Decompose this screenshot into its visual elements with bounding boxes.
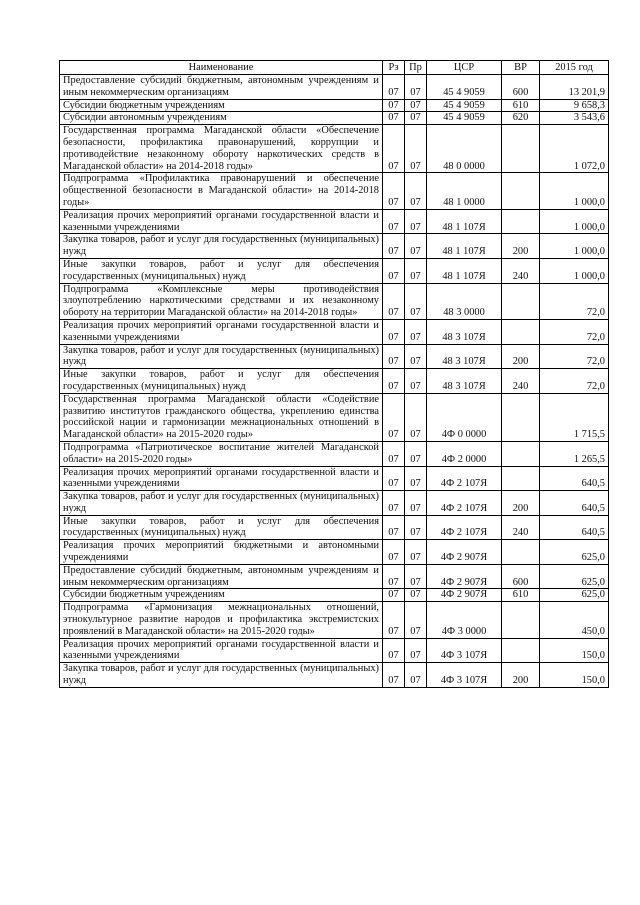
cell-rz: 07 bbox=[383, 491, 405, 516]
cell-vr bbox=[502, 540, 540, 565]
cell-pr: 07 bbox=[405, 515, 427, 540]
cell-amount: 72,0 bbox=[540, 369, 609, 394]
cell-rz: 07 bbox=[383, 515, 405, 540]
table-row bbox=[60, 540, 609, 565]
table-row bbox=[60, 369, 609, 394]
cell-amount: 72,0 bbox=[540, 319, 609, 344]
cell-pr: 07 bbox=[405, 638, 427, 663]
cell-amount: 9 658,3 bbox=[540, 99, 609, 112]
cell-vr bbox=[502, 209, 540, 234]
cell-name: Закупка товаров, работ и услуг для государственных (муниципальных) нужд bbox=[60, 344, 383, 369]
cell-csr: 48 3 107Я bbox=[427, 319, 502, 344]
cell-amount: 640,5 bbox=[540, 491, 609, 516]
cell-name: Реализация прочих мероприятий органами государственной власти и казенными учреждениями bbox=[60, 638, 383, 663]
cell-csr: 48 1 0000 bbox=[427, 173, 502, 209]
cell-name: Субсидии бюджетным учреждениям bbox=[60, 99, 383, 112]
cell-name: Иные закупки товаров, работ и услуг для обеспечения государственных (муниципальных) нужд bbox=[60, 515, 383, 540]
cell-rz: 07 bbox=[383, 125, 405, 173]
cell-amount: 150,0 bbox=[540, 663, 609, 688]
cell-amount: 3 543,6 bbox=[540, 112, 609, 125]
cell-amount: 1 265,5 bbox=[540, 441, 609, 466]
cell-name: Закупка товаров, работ и услуг для государственных (муниципальных) нужд bbox=[60, 234, 383, 259]
header-pr: Пр bbox=[405, 61, 427, 75]
cell-pr: 07 bbox=[405, 234, 427, 259]
cell-csr: 4Ф 2 907Я bbox=[427, 564, 502, 589]
cell-amount: 625,0 bbox=[540, 540, 609, 565]
cell-csr: 4Ф 3 107Я bbox=[427, 663, 502, 688]
cell-name: Реализация прочих мероприятий органами государственной власти и казенными учреждениями bbox=[60, 209, 383, 234]
cell-rz: 07 bbox=[383, 209, 405, 234]
table-row bbox=[60, 75, 609, 100]
table-row bbox=[60, 564, 609, 589]
cell-amount: 1 000,0 bbox=[540, 173, 609, 209]
table-row bbox=[60, 125, 609, 173]
table-row bbox=[60, 491, 609, 516]
table-row bbox=[60, 638, 609, 663]
cell-amount: 625,0 bbox=[540, 589, 609, 602]
table-row bbox=[60, 209, 609, 234]
cell-csr: 48 1 107Я bbox=[427, 234, 502, 259]
cell-vr: 610 bbox=[502, 589, 540, 602]
cell-csr: 4Ф 3 0000 bbox=[427, 602, 502, 638]
cell-amount: 1 000,0 bbox=[540, 258, 609, 283]
cell-name: Иные закупки товаров, работ и услуг для обеспечения государственных (муниципальных) нужд bbox=[60, 258, 383, 283]
cell-csr: 45 4 9059 bbox=[427, 112, 502, 125]
cell-csr: 48 0 0000 bbox=[427, 125, 502, 173]
cell-amount: 640,5 bbox=[540, 466, 609, 491]
table-row bbox=[60, 393, 609, 441]
header-vr: ВР bbox=[502, 61, 540, 75]
cell-csr: 4Ф 3 107Я bbox=[427, 638, 502, 663]
cell-vr bbox=[502, 638, 540, 663]
cell-pr: 07 bbox=[405, 209, 427, 234]
cell-rz: 07 bbox=[383, 319, 405, 344]
cell-vr: 240 bbox=[502, 369, 540, 394]
cell-csr: 4Ф 0 0000 bbox=[427, 393, 502, 441]
cell-pr: 07 bbox=[405, 491, 427, 516]
cell-pr: 07 bbox=[405, 369, 427, 394]
cell-name: Государственная программа Магаданской области «Обеспечение безопасности, профилактика правонарушений, коррупции и противодействие незаконному обороту наркотических средств в Магаданской области» на 2014-2018 годы» bbox=[60, 125, 383, 173]
cell-pr: 07 bbox=[405, 125, 427, 173]
cell-pr: 07 bbox=[405, 393, 427, 441]
cell-rz: 07 bbox=[383, 112, 405, 125]
cell-pr: 07 bbox=[405, 99, 427, 112]
cell-vr: 240 bbox=[502, 258, 540, 283]
cell-vr: 200 bbox=[502, 663, 540, 688]
cell-csr: 45 4 9059 bbox=[427, 75, 502, 100]
cell-rz: 07 bbox=[383, 564, 405, 589]
cell-pr: 07 bbox=[405, 173, 427, 209]
cell-name: Субсидии бюджетным учреждениям bbox=[60, 589, 383, 602]
cell-amount: 72,0 bbox=[540, 344, 609, 369]
table-row bbox=[60, 663, 609, 688]
cell-name: Предоставление субсидий бюджетным, автономным учреждениям и иным некоммерческим организациям bbox=[60, 75, 383, 100]
cell-rz: 07 bbox=[383, 344, 405, 369]
cell-vr: 200 bbox=[502, 234, 540, 259]
cell-pr: 07 bbox=[405, 663, 427, 688]
cell-rz: 07 bbox=[383, 258, 405, 283]
cell-rz: 07 bbox=[383, 638, 405, 663]
cell-rz: 07 bbox=[383, 283, 405, 319]
cell-rz: 07 bbox=[383, 466, 405, 491]
cell-amount: 450,0 bbox=[540, 602, 609, 638]
cell-csr: 4Ф 2 107Я bbox=[427, 466, 502, 491]
cell-amount: 13 201,9 bbox=[540, 75, 609, 100]
cell-pr: 07 bbox=[405, 75, 427, 100]
cell-vr: 600 bbox=[502, 75, 540, 100]
cell-rz: 07 bbox=[383, 441, 405, 466]
header-rz: Рз bbox=[383, 61, 405, 75]
cell-pr: 07 bbox=[405, 564, 427, 589]
cell-amount: 150,0 bbox=[540, 638, 609, 663]
table-row bbox=[60, 283, 609, 319]
table-row bbox=[60, 99, 609, 112]
cell-name: Закупка товаров, работ и услуг для государственных (муниципальных) нужд bbox=[60, 663, 383, 688]
cell-name: Иные закупки товаров, работ и услуг для обеспечения государственных (муниципальных) нужд bbox=[60, 369, 383, 394]
cell-pr: 07 bbox=[405, 344, 427, 369]
cell-rz: 07 bbox=[383, 75, 405, 100]
table-row bbox=[60, 112, 609, 125]
cell-name: Подпрограмма «Профилактика правонарушений и обеспечение общественной безопасности в Магаданской области» на 2014-2018 годы» bbox=[60, 173, 383, 209]
cell-csr: 45 4 9059 bbox=[427, 99, 502, 112]
cell-pr: 07 bbox=[405, 466, 427, 491]
table-row bbox=[60, 602, 609, 638]
cell-name: Подпрограмма «Комплексные меры противодействия злоупотреблению наркотическими средствами и их незаконному обороту на территории Магаданской области» на 2014-2018 годы» bbox=[60, 283, 383, 319]
table-row bbox=[60, 441, 609, 466]
cell-vr bbox=[502, 319, 540, 344]
cell-csr: 4Ф 2 0000 bbox=[427, 441, 502, 466]
cell-rz: 07 bbox=[383, 173, 405, 209]
cell-rz: 07 bbox=[383, 234, 405, 259]
cell-vr: 600 bbox=[502, 564, 540, 589]
cell-rz: 07 bbox=[383, 393, 405, 441]
header-name: Наименование bbox=[60, 61, 383, 75]
cell-vr: 240 bbox=[502, 515, 540, 540]
cell-csr: 4Ф 2 107Я bbox=[427, 491, 502, 516]
cell-amount: 72,0 bbox=[540, 283, 609, 319]
cell-pr: 07 bbox=[405, 319, 427, 344]
cell-vr bbox=[502, 173, 540, 209]
budget-table bbox=[59, 60, 609, 688]
cell-pr: 07 bbox=[405, 589, 427, 602]
cell-csr: 48 1 107Я bbox=[427, 209, 502, 234]
cell-rz: 07 bbox=[383, 589, 405, 602]
cell-vr bbox=[502, 283, 540, 319]
table-row bbox=[60, 344, 609, 369]
table-row bbox=[60, 466, 609, 491]
cell-vr: 620 bbox=[502, 112, 540, 125]
cell-pr: 07 bbox=[405, 540, 427, 565]
cell-vr bbox=[502, 441, 540, 466]
cell-amount: 1 715,5 bbox=[540, 393, 609, 441]
cell-name: Субсидии автономным учреждениям bbox=[60, 112, 383, 125]
cell-rz: 07 bbox=[383, 99, 405, 112]
cell-pr: 07 bbox=[405, 441, 427, 466]
cell-amount: 625,0 bbox=[540, 564, 609, 589]
cell-rz: 07 bbox=[383, 663, 405, 688]
cell-pr: 07 bbox=[405, 258, 427, 283]
cell-amount: 1 072,0 bbox=[540, 125, 609, 173]
cell-vr bbox=[502, 125, 540, 173]
table-header-row bbox=[60, 61, 609, 75]
cell-amount: 1 000,0 bbox=[540, 209, 609, 234]
cell-name: Подпрограмма «Гармонизация межнациональных отношений, этнокультурное развитие народов и профилактика экстремистских проявлений в Магаданской области» на 2015-2020 годы» bbox=[60, 602, 383, 638]
table-row bbox=[60, 258, 609, 283]
table-row bbox=[60, 234, 609, 259]
cell-name: Закупка товаров, работ и услуг для государственных (муниципальных) нужд bbox=[60, 491, 383, 516]
cell-amount: 640,5 bbox=[540, 515, 609, 540]
cell-vr bbox=[502, 602, 540, 638]
cell-rz: 07 bbox=[383, 602, 405, 638]
cell-vr bbox=[502, 466, 540, 491]
cell-csr: 48 1 107Я bbox=[427, 258, 502, 283]
cell-csr: 4Ф 2 907Я bbox=[427, 589, 502, 602]
cell-name: Реализация прочих мероприятий органами государственной власти и казенными учреждениями bbox=[60, 466, 383, 491]
cell-vr: 200 bbox=[502, 344, 540, 369]
cell-name: Реализация прочих мероприятий бюджетными и автономными учреждениями bbox=[60, 540, 383, 565]
header-csr: ЦСР bbox=[427, 61, 502, 75]
table-row bbox=[60, 173, 609, 209]
cell-pr: 07 bbox=[405, 602, 427, 638]
header-year: 2015 год bbox=[540, 61, 609, 75]
table-row bbox=[60, 589, 609, 602]
cell-vr: 200 bbox=[502, 491, 540, 516]
cell-amount: 1 000,0 bbox=[540, 234, 609, 259]
cell-name: Предоставление субсидий бюджетным, автономным учреждениям и иным некоммерческим организациям bbox=[60, 564, 383, 589]
table-row bbox=[60, 515, 609, 540]
cell-pr: 07 bbox=[405, 283, 427, 319]
cell-vr bbox=[502, 393, 540, 441]
cell-csr: 48 3 107Я bbox=[427, 369, 502, 394]
cell-vr: 610 bbox=[502, 99, 540, 112]
cell-rz: 07 bbox=[383, 369, 405, 394]
cell-csr: 4Ф 2 107Я bbox=[427, 515, 502, 540]
cell-csr: 48 3 0000 bbox=[427, 283, 502, 319]
cell-csr: 48 3 107Я bbox=[427, 344, 502, 369]
cell-name: Реализация прочих мероприятий органами государственной власти и казенными учреждениями bbox=[60, 319, 383, 344]
cell-pr: 07 bbox=[405, 112, 427, 125]
table-row bbox=[60, 319, 609, 344]
cell-csr: 4Ф 2 907Я bbox=[427, 540, 502, 565]
cell-name: Государственная программа Магаданской области «Содействие развитию институтов гражданского общества, укреплению единства российской нации и гармонизации межнациональных отношений в Магаданской области» на 2015-2020 годы» bbox=[60, 393, 383, 441]
cell-name: Подпрограмма «Патриотическое воспитание жителей Магаданской области» на 2015-2020 годы» bbox=[60, 441, 383, 466]
cell-rz: 07 bbox=[383, 540, 405, 565]
